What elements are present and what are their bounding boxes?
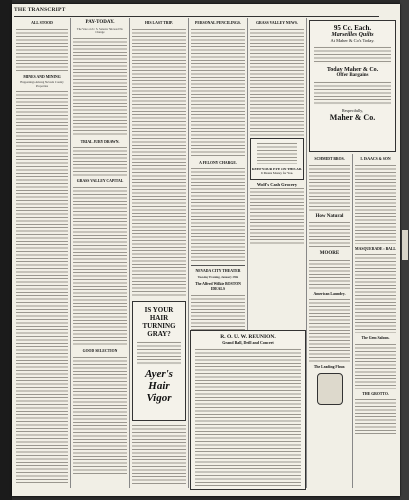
ad-headline-2: HAIR: [149, 313, 169, 322]
column-2-text-a: [73, 37, 127, 137]
flour-barrel: [317, 373, 343, 405]
column-4-text-a: [191, 28, 245, 158]
masthead: THE TRANSCRIPT: [14, 7, 66, 13]
column-3-text-b: [132, 424, 186, 484]
gem-saloon-ad: The Gem Saloon.: [361, 336, 390, 341]
ad-headline-4: GRAY?: [147, 329, 171, 338]
ad-headline-1: IS YOUR: [144, 305, 174, 314]
masquerade-ball-ad: MASQUERADE : BALL: [355, 246, 396, 251]
reunion-title: R. O. U. W. REUNION.: [220, 334, 276, 340]
quilt-today: Today Maher & Co.: [326, 67, 379, 73]
keep-eye-subtext: It Means Money for You.: [260, 170, 294, 175]
quilt-offer: Offer Bargains: [336, 73, 369, 78]
isaacs-body: [355, 164, 396, 244]
last-trip-headline: HIS LAST TRIP.: [145, 21, 173, 25]
column-6-lower: [307, 154, 398, 488]
theater-headline: NEVADA CITY THEATER: [195, 269, 241, 274]
quilt-price: 95 Cc. Each.: [333, 24, 372, 32]
quilt-body-a: [314, 46, 391, 64]
column-2-text-b: [73, 146, 127, 176]
keep-your-eye-ad: [250, 138, 304, 180]
quilt-store: At Maher & Co's Today.: [330, 38, 375, 43]
theater-show: The Alfred Wilkie BOSTON IDEALS: [195, 282, 241, 291]
column-5: [248, 18, 307, 488]
wolf-grocery-ad: Wolf's Cash Grocery: [256, 181, 298, 187]
masquerade-body: [355, 253, 396, 333]
ad-brand-1: Ayer's: [145, 367, 173, 380]
column-1-text-b: [16, 90, 68, 485]
ad-brand-2: Hair: [148, 379, 170, 392]
senator-subhead: The Vote on U. S. Senator Showed No Change: [76, 26, 124, 35]
column-2-text-d: [73, 356, 127, 476]
mines-subhead: Happenings Among Nevada County Properties: [20, 80, 64, 88]
ayers-hair-vigor-ad: [132, 301, 186, 421]
column-4-rule: [191, 265, 245, 266]
trial-jury-headline: TRIAL JURY DRAWN.: [80, 139, 120, 144]
quilt-signoff: Respectfully,: [342, 108, 363, 113]
schmidt-bros-ad: SCHMIDT BROS.: [314, 157, 345, 161]
reunion-subtitle: Grand Ball, Drill and Concert: [222, 340, 274, 345]
column-6-left: [307, 154, 353, 488]
ad-grid: [257, 142, 297, 164]
schmidt-body: [309, 164, 350, 212]
column-6: [307, 18, 398, 488]
column-2-text-c: [73, 186, 127, 346]
quilt-product: Marseilles Quilts: [331, 32, 374, 38]
column-6-right: [353, 154, 398, 488]
column-5-text-b: [250, 187, 304, 245]
ad-brand-3: Vigor: [146, 391, 172, 404]
ad-body: [137, 341, 181, 365]
isaacs-son-ad: I. ISAACS & SON: [360, 157, 391, 161]
gem-body: [355, 343, 396, 389]
column-1: [14, 18, 71, 488]
grotto-body: [355, 398, 396, 434]
newspaper-page: [12, 4, 400, 496]
column-4-text-c: [191, 294, 245, 334]
column-4-text-b: [191, 167, 245, 263]
column-2: [71, 18, 130, 488]
grotto-ad: THE GROTTO.: [362, 391, 389, 396]
pay-today-headline: PAY-TODAY.: [85, 20, 115, 25]
grass-valley-capital-headline: GRASS VALLEY CAPITAL: [76, 179, 124, 184]
felony-charge-headline: A FELONY CHARGE.: [199, 160, 237, 165]
quilt-signature: Maher & Co.: [329, 113, 376, 122]
masthead-rule: [14, 16, 379, 17]
moore-ad: MOORE: [319, 251, 340, 257]
leading-flour-ad: The Leading Flour.: [313, 365, 346, 370]
laundry-body: [309, 298, 350, 362]
scan-left-edge: [0, 0, 12, 500]
maher-quilts-ad: [309, 20, 396, 152]
american-laundry-ad: American Laundry.: [313, 291, 346, 296]
good-selection-headline: GOOD SELECTION: [82, 348, 118, 353]
mines-section-headline: MINES AND MINING: [23, 74, 61, 79]
column-5-text-a: [250, 28, 304, 136]
grass-valley-news-headline: GRASS VALLEY NEWS.: [256, 21, 298, 25]
natural-body: [309, 221, 350, 249]
moore-body: [309, 259, 350, 289]
theater-date: Tuesday Evening, January 29th: [197, 274, 239, 279]
personal-pencilings-headline: PERSONAL PENCILINGS.: [195, 21, 241, 25]
column-3-text-a: [132, 28, 186, 298]
column-1-text-a: [16, 28, 68, 72]
how-natural-ad: How Natural: [315, 213, 344, 219]
keep-eye-text: KEEP YOUR EYE ON THIS AD.: [251, 166, 303, 171]
column-1-headline: ALL STOOD: [31, 21, 53, 25]
quilt-body-b: [314, 81, 391, 105]
page-tab: [402, 230, 408, 260]
column-3: [130, 18, 189, 488]
ad-headline-3: TURNING: [142, 321, 176, 330]
